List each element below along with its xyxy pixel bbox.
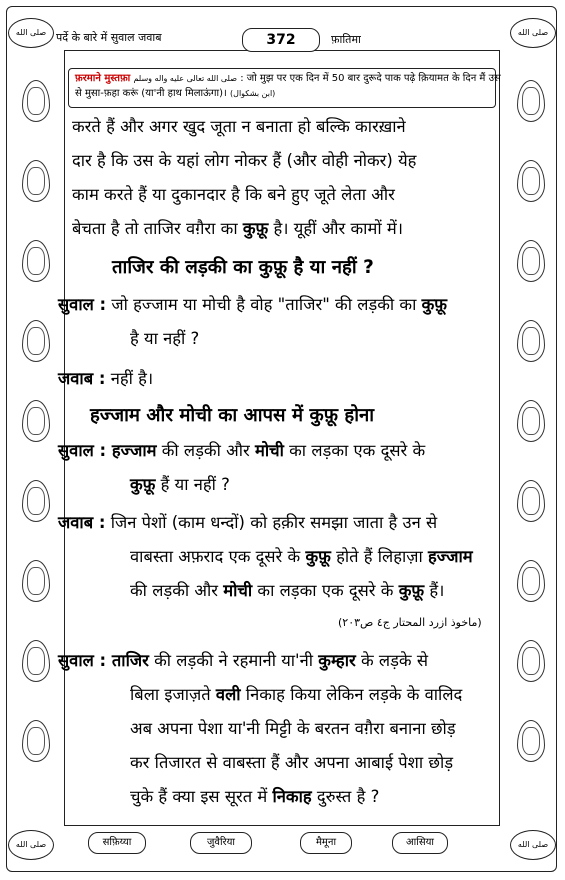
side-ornament-right <box>517 560 545 602</box>
hadith-arabic: صلى الله تعالى عليه واله وسلم <box>133 74 237 83</box>
text-line <box>130 472 230 495</box>
hadith-text-line1: : जो मुझ पर एक दिन में 50 बार दुरूदे पाक पढ़े क़ियामत के दिन मैं उस <box>240 73 501 84</box>
page-header <box>56 30 508 50</box>
answer-label: जवाब : <box>58 513 106 532</box>
text-span: बेचता है तो ताजिर वग़ैरा का <box>72 219 243 238</box>
side-ornament-left <box>22 400 50 442</box>
question-line <box>58 292 447 315</box>
text-line: अब अपना पेशा या'नी मिट्टी के बरतन वग़ैरा बनाना छोड़ <box>130 719 456 738</box>
side-ornament-right <box>517 400 545 442</box>
text-span: होते हैं लिहाज़ा <box>330 547 429 566</box>
footer-tab: सफ़िय्या <box>88 832 146 854</box>
text-span: की लड़की और <box>130 581 224 600</box>
question-line <box>58 648 428 671</box>
text-span: हैं। <box>424 581 445 600</box>
text-span: का लड़का एक दूसरे के <box>252 581 399 600</box>
text-bold: कुफ़ू <box>421 295 448 314</box>
text-span: के लड़के से <box>355 651 428 670</box>
corner-medallion-bottom-right: صلى الله <box>510 830 556 860</box>
text-bold: ताजिर <box>106 651 149 670</box>
text-line <box>72 216 403 239</box>
text-line <box>130 784 379 807</box>
text-bold: कुफ़ू <box>130 475 156 494</box>
text-span: जिन पेशों (काम धन्दों) को हक़ीर समझा जाता है उन से <box>105 513 438 532</box>
text-bold: निकाह <box>272 787 312 806</box>
text-bold: कुफ़ू <box>398 581 425 600</box>
answer-line <box>58 366 153 389</box>
text-span: की लड़की और <box>156 441 255 460</box>
text-bold: हज्जाम <box>428 547 473 566</box>
answer-line <box>58 510 437 533</box>
side-ornament-left <box>22 240 50 282</box>
text-line: काम करते हैं या दुकानदार है कि बने हुए जूते लेता और <box>72 185 395 204</box>
text-span: की लड़की ने रहमानी या'नी <box>148 651 319 670</box>
footer-tab: मैमूना <box>300 832 352 854</box>
text-line: करते हैं और अगर खुद जूता न बनाता हो बल्कि कारख़ाने <box>72 117 406 136</box>
corner-medallion-bottom-left: صلى الله <box>8 830 54 860</box>
reference-citation: (ماخوذ ازرد المحتار ج٤ ص٢٠٣) <box>338 616 482 629</box>
side-ornament-right <box>517 80 545 122</box>
hadith-source: (ابن بشكوال) <box>230 89 276 98</box>
text-span: निकाह किया लेकिन लड़के के वालिद <box>240 685 463 704</box>
side-ornament-left <box>22 480 50 522</box>
side-ornament-right <box>517 320 545 362</box>
side-ornament-left <box>22 560 50 602</box>
book-title: पर्दे के बारे में सुवाल जवाब <box>56 31 162 44</box>
side-ornament-left <box>22 720 50 762</box>
text-span: जो हज्जाम या मोची है वोह "ताजिर" की लड़की का <box>106 295 422 314</box>
text-line: है या नहीं ? <box>130 329 200 348</box>
side-ornament-right <box>517 480 545 522</box>
text-bold: कुफ़ू <box>305 547 331 566</box>
question-label: सुवाल : <box>58 651 107 670</box>
text-span: है। यूहीं और कामों में। <box>268 219 403 238</box>
text-line <box>130 578 444 601</box>
section-heading: ताजिर की लड़की का कुफ़ू है या नहीं ? <box>112 257 374 278</box>
side-ornament-left <box>22 80 50 122</box>
text-span: का लड़का एक दूसरे के <box>283 441 426 460</box>
hadith-label: फ़रमाने मुस्तफ़ा <box>75 73 131 84</box>
side-ornament-right <box>517 160 545 202</box>
header-name: फ़ातिमा <box>331 33 361 46</box>
text-bold: कुम्हार <box>318 651 356 670</box>
text-line: दार है कि उस के यहां लोग नोकर हैं (और वोही नोकर) येह <box>72 151 417 170</box>
question-label: सुवाल : <box>58 441 107 460</box>
side-ornament-left <box>22 320 50 362</box>
text-line: कर तिजारत से वाबस्ता हैं और अपना आबाई पेशा छोड़ <box>130 753 454 772</box>
side-ornament-right <box>517 240 545 282</box>
side-ornament-left <box>22 640 50 682</box>
text-span: हैं या नहीं ? <box>155 475 230 494</box>
question-label: सुवाल : <box>58 295 107 314</box>
corner-medallion-top-right: صلى الله <box>510 18 556 48</box>
answer-label: जवाब : <box>58 369 106 388</box>
text-line <box>130 682 462 705</box>
text-span: नहीं है। <box>105 369 154 388</box>
side-ornament-right <box>517 720 545 762</box>
hadith-box <box>68 68 501 108</box>
text-bold: मोची <box>223 581 253 600</box>
footer-tab: आसिया <box>392 832 448 854</box>
text-bold: कुफ़ू <box>242 219 269 238</box>
text-span: बिला इजाज़ते <box>130 685 216 704</box>
text-bold: हज्जाम <box>106 441 157 460</box>
text-bold: वली <box>215 685 241 704</box>
text-span: दुरुस्त है ? <box>311 787 380 806</box>
text-span: चुके हैं क्या इस सूरत में <box>130 787 273 806</box>
side-ornament-left <box>22 160 50 202</box>
section-heading: हज्जाम और मोची का आपस में कुफ़ू होना <box>90 405 375 426</box>
side-ornament-right <box>517 640 545 682</box>
question-line <box>58 438 425 461</box>
text-span: वाबस्ता अफ़राद एक दूसरे के <box>130 547 306 566</box>
corner-medallion-top-left: صلى الله <box>8 18 54 48</box>
page-number: 372 <box>242 28 320 52</box>
hadith-text-line2: से मुसा-फ़हा करूं (या'नी हाथ मिलाऊंगा)। <box>75 88 227 99</box>
text-line <box>130 544 473 567</box>
footer-tab: जुवैरिया <box>190 832 252 854</box>
text-bold: मोची <box>254 441 284 460</box>
